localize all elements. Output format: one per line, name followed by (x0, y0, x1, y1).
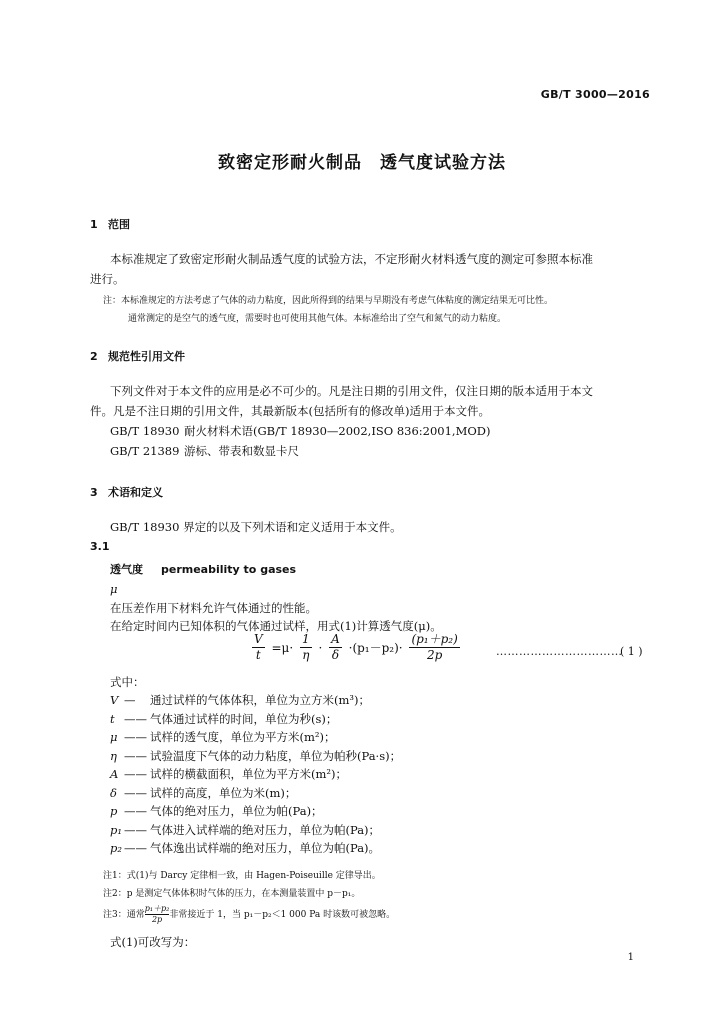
equation-number: ( 1 ) (620, 645, 643, 658)
term-chinese: 透气度 (110, 563, 143, 576)
section-3-heading (90, 484, 163, 500)
formula-operator: =μ· (271, 640, 294, 655)
variable-row (110, 840, 380, 856)
section-2-heading (90, 348, 185, 364)
variable-description: 气体逸出试样端的绝对压力，单位为帕(Pa)。 (150, 841, 381, 855)
note-2: 注2：p 是测定气体体积时气体的压力，在本测量装置中 p－p₁。 (103, 889, 361, 899)
formula-pressure-difference: ·(p₁－p₂)· (348, 641, 403, 655)
variable-dash: —— (124, 730, 147, 744)
formula-intro: 在给定时间内已知体积的气体通过试样，用式(1)计算透气度(μ)。 (110, 619, 442, 633)
variable-symbol: η (110, 748, 117, 763)
note-line: 注：本标准规定的方法考虑了气体的动力粘度，因此所得到的结果与早期没有考虑气体粘度的测定结果无可比性。 (103, 296, 554, 306)
note-fraction: $\frac{\text{p₁＋p₂}}{2p}$ (144, 904, 170, 924)
variable-dash: —— (124, 711, 147, 726)
section-1-heading (90, 216, 130, 232)
variable-row (110, 748, 401, 764)
formula-operator: · (318, 640, 323, 655)
fraction-one-over-eta: $\frac{1}{\eta}$ (302, 632, 310, 662)
variable-dash: —— (124, 748, 147, 763)
standard-number: GB/T 3000—2016 (540, 88, 650, 101)
reference-title: 耐火材料术语(GB/T 18930—2002,ISO 836:2001,MOD) (184, 424, 491, 438)
variable-symbol: δ (110, 785, 117, 800)
reference-title: 游标、带表和数显卡尺 (184, 444, 299, 458)
variable-row (110, 822, 380, 838)
variable-description: 气体的绝对压力，单位为帕(Pa)； (150, 804, 323, 818)
term-number: 3.1 (90, 540, 110, 553)
variable-description: 试样的横截面积，单位为平方米(m²)； (150, 767, 347, 781)
fraction-a-over-delta: $\frac{A}{\delta}$ (331, 632, 340, 662)
reference-code: GB/T 21389 (110, 444, 180, 458)
reference-item (110, 443, 299, 459)
formula-leader-dots: …………………………… (496, 645, 623, 658)
variable-description: 通过试样的气体体积，单位为立方米(m³)； (150, 693, 370, 707)
term-symbol: μ (110, 582, 118, 596)
paragraph-line: 下列文件对于本文件的应用是必不可少的。凡是注日期的引用文件，仅注日期的版本适用于本文 (110, 384, 593, 398)
variable-description: 试验温度下气体的动力粘度，单位为帕秒(Pa·s)； (150, 748, 402, 763)
section-title: 术语和定义 (108, 486, 163, 499)
paragraph-line: 本标准规定了致密定形耐火制品透气度的试验方法，不定形耐火材料透气度的测定可参照本标准 (110, 252, 593, 266)
document-title: 致密定形耐火制品 透气度试验方法 (218, 153, 506, 173)
variable-description: 气体通过试样的时间，单位为秒(s)； (150, 711, 338, 726)
variable-description: 试样的透气度，单位为平方米(m²)； (150, 730, 336, 744)
paragraph-line: 件。凡是不注日期的引用文件，其最新版本(包括所有的修改单)适用于本文件。 (90, 404, 490, 418)
variable-description: 气体进入试样端的绝对压力，单位为帕(Pa)； (150, 822, 381, 837)
variable-symbol: V (110, 693, 119, 707)
paragraph-line: 进行。 (90, 272, 125, 286)
variable-dash: — (124, 693, 136, 707)
note-1: 注1：式(1)与 Darcy 定律相一致，由 Hagen-Poiseuille 定律导出。 (103, 871, 381, 881)
variable-row (110, 729, 336, 745)
term-definition: 在压差作用下材料允许气体通过的性能。 (110, 601, 317, 615)
fraction-v-over-t: $\frac{V}{t}$ (254, 632, 263, 662)
variable-description: 试样的高度，单位为米(m)； (150, 785, 297, 800)
variable-symbol: p₂ (110, 841, 122, 855)
variable-symbol: p (110, 804, 118, 818)
variable-symbol: t (110, 711, 115, 726)
section-title: 规范性引用文件 (108, 350, 185, 363)
section-number: 1 (90, 218, 98, 231)
term-entry (110, 561, 296, 577)
section-number: 2 (90, 350, 98, 363)
variable-row (110, 785, 296, 801)
fraction-mean-pressure: $\frac{\text{(p₁＋p₂)}}{2p}$ (411, 632, 458, 662)
section-number: 3 (90, 486, 98, 499)
section-title: 范围 (108, 218, 130, 231)
reference-item (110, 423, 491, 439)
note-3: 注3：通常 $\frac{\text{p₁＋p₂}}{2p}$ 非常接近于 1，当 p₁－p₂＜1 000 Pa 时该数可被忽略。 (103, 904, 396, 924)
variable-dash: —— (124, 841, 147, 855)
variable-row (110, 803, 323, 819)
variable-dash: —— (124, 767, 147, 781)
variable-symbol: μ (110, 730, 118, 744)
rewrite-intro: 式(1)可改写为： (110, 935, 196, 949)
variable-row (110, 711, 337, 727)
variable-dash: —— (124, 785, 147, 800)
variable-dash: —— (124, 822, 147, 837)
reference-code: GB/T 18930 (110, 424, 180, 438)
variable-row (110, 766, 347, 782)
variable-dash: —— (124, 804, 147, 818)
variable-symbol: A (110, 767, 119, 781)
page-number: 1 (627, 952, 634, 963)
term-english: permeability to gases (161, 563, 297, 576)
variable-row (110, 692, 370, 708)
variable-symbol: p₁ (110, 822, 122, 837)
where-label: 式中： (110, 675, 145, 689)
formula-1 (252, 632, 460, 663)
note-line: 通常测定的是空气的透气度，需要时也可使用其他气体。本标准给出了空气和氮气的动力粘度。 (128, 314, 507, 324)
paragraph-line: GB/T 18930 界定的以及下列术语和定义适用于本文件。 (110, 520, 402, 534)
